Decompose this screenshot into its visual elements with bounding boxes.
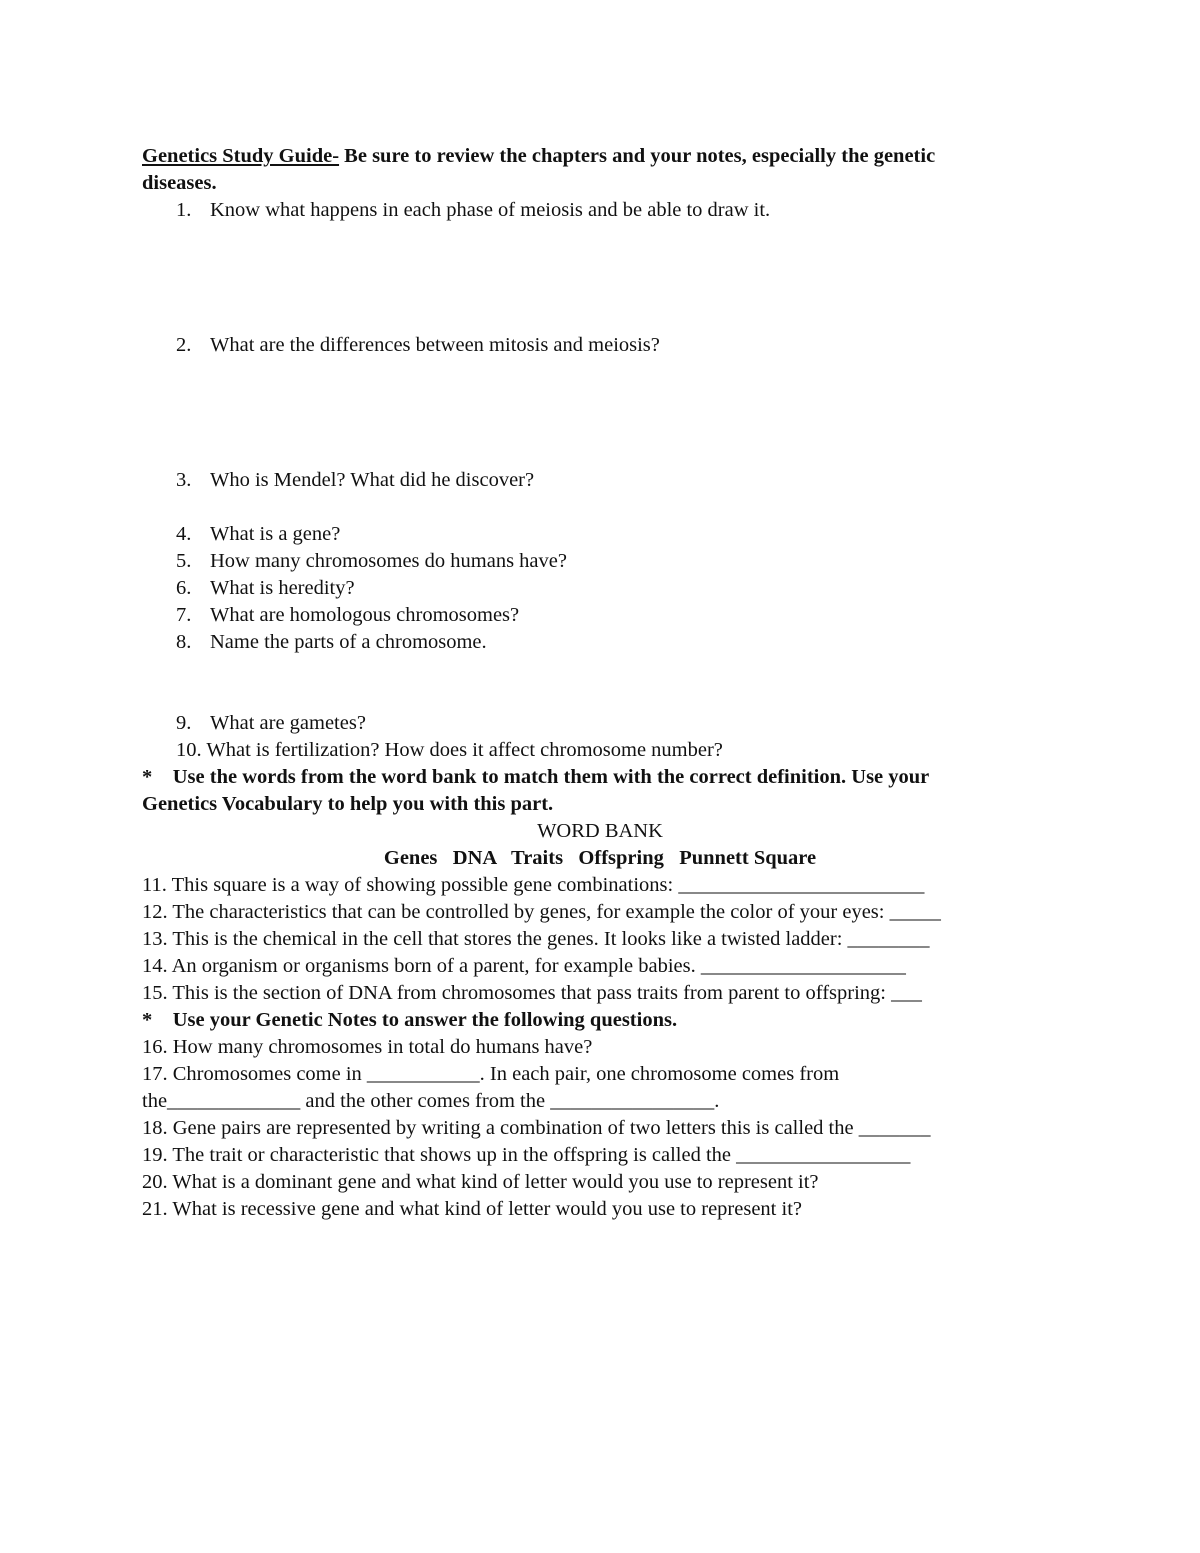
question-18: 18. Gene pairs are represented by writing a combination of two letters this is called the _______	[142, 1117, 931, 1139]
question-15: 15. This is the section of DNA from chromosomes that pass traits from parent to offspring: ___	[142, 982, 922, 1004]
question-text: Name the parts of a chromosome.	[210, 631, 487, 653]
question-20: 20. What is a dominant gene and what kind of letter would you use to represent it?	[142, 1171, 819, 1193]
notes-instruction: * Use your Genetic Notes to answer the following questions.	[142, 1009, 678, 1031]
question-12: 12. The characteristics that can be controlled by genes, for example the color of your eyes: _____	[142, 901, 941, 923]
question-text: What are gametes?	[210, 712, 366, 734]
question-text: What is a gene?	[210, 523, 341, 545]
question-number: 9.	[176, 712, 192, 734]
word-bank-title: WORD BANK	[537, 820, 663, 842]
word-bank-instruction-line1: * Use the words from the word bank to match them with the correct definition. Use your	[142, 766, 930, 788]
question-7	[176, 602, 519, 629]
question-17: 17. Chromosomes come in ___________. In each pair, one chromosome comes from	[142, 1063, 840, 1085]
question-number: 5.	[176, 550, 192, 572]
page-subtitle-line2: diseases.	[142, 172, 217, 194]
word-bank-words: Genes DNA Traits Offspring Punnett Square	[383, 847, 817, 869]
page-subtitle: Be sure to review the chapters and your notes, especially the genetic	[339, 145, 936, 167]
question-6	[176, 575, 355, 602]
question-13: 13. This is the chemical in the cell that stores the genes. It looks like a twisted ladder: ________	[142, 928, 930, 950]
question-number: 8.	[176, 631, 192, 653]
page-title-line	[142, 143, 935, 170]
question-14: 14. An organism or organisms born of a parent, for example babies. ____________________	[142, 955, 906, 977]
question-text: What is heredity?	[210, 577, 355, 599]
question-text: What are the differences between mitosis and meiosis?	[210, 334, 660, 356]
question-19: 19. The trait or characteristic that shows up in the offspring is called the _________________	[142, 1144, 911, 1166]
question-text: What is fertilization? How does it affect chromosome number?	[206, 739, 723, 761]
question-text: How many chromosomes do humans have?	[210, 550, 567, 572]
page-title: Genetics Study Guide-	[142, 145, 340, 167]
question-11: 11. This square is a way of showing possible gene combinations: ________________________	[142, 874, 925, 896]
question-21: 21. What is recessive gene and what kind of letter would you use to represent it?	[142, 1198, 802, 1220]
question-9	[176, 710, 366, 737]
question-number: 7.	[176, 604, 192, 626]
question-number: 10.	[176, 739, 202, 761]
question-number: 6.	[176, 577, 192, 599]
question-16: 16. How many chromosomes in total do humans have?	[142, 1036, 593, 1058]
question-17-continued: the_____________ and the other comes from the ________________.	[142, 1090, 720, 1112]
question-4	[176, 521, 340, 548]
question-5	[176, 548, 567, 575]
question-2	[176, 332, 660, 359]
question-text: What are homologous chromosomes?	[210, 604, 520, 626]
question-text: Who is Mendel? What did he discover?	[210, 469, 535, 491]
question-3	[176, 467, 534, 494]
question-10	[176, 737, 723, 764]
question-number: 3.	[176, 469, 192, 491]
question-1	[176, 197, 770, 224]
question-number: 2.	[176, 334, 192, 356]
question-text: Know what happens in each phase of meiosis and be able to draw it.	[210, 199, 771, 221]
word-bank-instruction-line2: Genetics Vocabulary to help you with this part.	[142, 793, 554, 815]
question-number: 1.	[176, 199, 192, 221]
question-8	[176, 629, 487, 656]
question-number: 4.	[176, 523, 192, 545]
